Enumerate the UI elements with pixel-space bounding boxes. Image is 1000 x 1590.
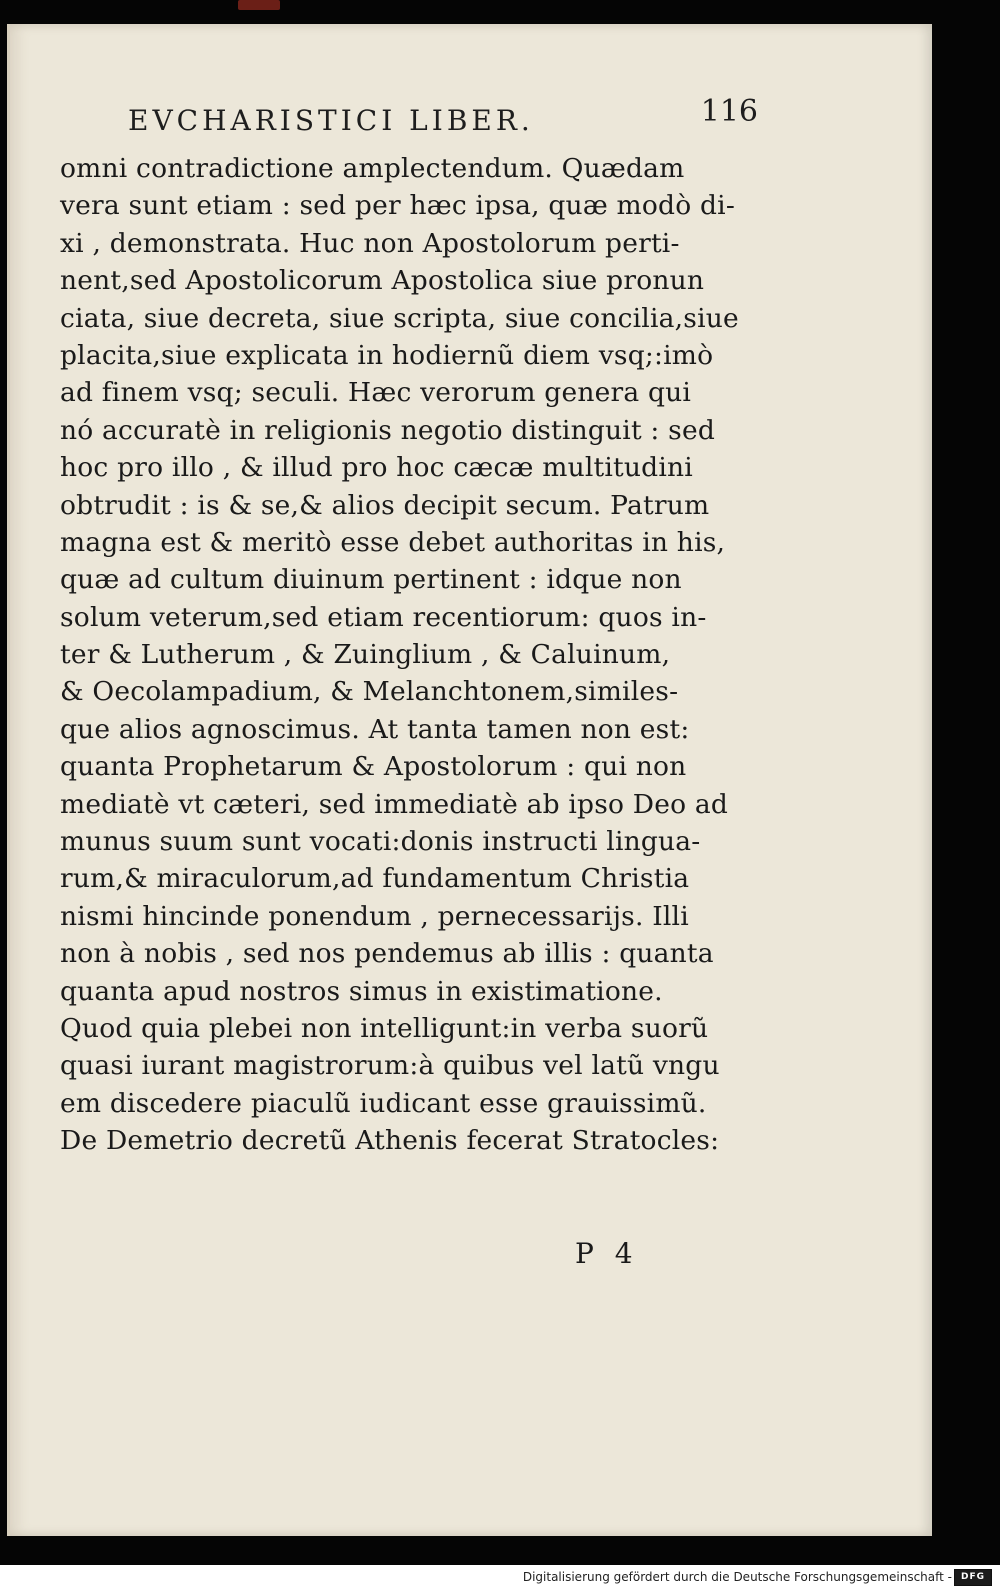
running-title: EVCHARISTICI LIBER. — [128, 104, 534, 137]
text-line: Quod quia plebei non intelligunt:in verba suorũ — [60, 1012, 709, 1044]
text-line: omni contradictione amplectendum. Quædam — [60, 153, 685, 184]
text-line: ter & Lutherum , & Zuinglium , & Caluinum, — [60, 639, 671, 671]
text-line: nó accuratè in religionis negotio distinguit : sed — [60, 414, 716, 446]
text-line: ad finem vsq; seculi. Hæc verorum genera qui — [60, 377, 692, 409]
folio-number: 116 — [700, 94, 758, 129]
text-line: obtrudit : is & se,& alios decipit secum. Patrum — [60, 489, 710, 521]
text-line: rum,& miraculorum,ad fundamentum Christia — [60, 863, 690, 895]
text-line: mediatè vt cæteri, sed immediatè ab ipso Deo ad — [60, 788, 729, 820]
text-line: vera sunt etiam : sed per hæc ipsa, quæ modò di- — [60, 190, 735, 222]
text-line: ciata, siue decreta, siue scripta, siue concilia,siue — [60, 302, 739, 334]
text-line: hoc pro illo , & illud pro hoc cæcæ multitudini — [60, 452, 693, 484]
text-line: solum veterum,sed etiam recentiorum: quos in- — [60, 601, 707, 633]
text-line: quæ ad cultum diuinum pertinent : idque non — [60, 564, 682, 596]
bookmark-ribbon — [238, 0, 280, 10]
text-line: non à nobis , sed nos pendemus ab illis : quanta — [60, 938, 714, 970]
text-line: xi , demonstrata. Huc non Apostolorum perti- — [60, 227, 680, 259]
text-line: & Oecolampadium, & Melanchtonem,similes- — [60, 676, 679, 708]
text-line: quanta apud nostros simus in existimatione. — [60, 975, 663, 1007]
page-header — [128, 94, 758, 140]
text-line: munus suum sunt vocati:donis instructi lingua- — [60, 826, 701, 858]
text-line: placita,siue explicata in hodiernũ diem vsq;:imò — [60, 339, 714, 371]
signature-mark: P 4 — [575, 1237, 639, 1270]
text-line: nismi hincinde ponendum , pernecessarijs. Illi — [60, 900, 689, 932]
dfg-logo: DFG — [954, 1569, 992, 1586]
text-line: em discedere piaculũ iudicant esse grauissimũ. — [60, 1087, 707, 1119]
footer-bar — [0, 1565, 1000, 1590]
funding-credit: Digitalisierung gefördert durch die Deutsche Forschungsgemeinschaft - — [522, 1570, 952, 1584]
text-line: De Demetrio decretũ Athenis fecerat Stratocles: — [60, 1125, 720, 1157]
body-text — [60, 150, 780, 1160]
text-line: quasi iurant magistrorum:à quibus vel latũ vngu — [60, 1050, 720, 1082]
text-line: magna est & meritò esse debet authoritas in his, — [60, 526, 726, 558]
text-line: nent,sed Apostolicorum Apostolica siue pronun — [60, 265, 705, 297]
text-line: quanta Prophetarum & Apostolorum : qui non — [60, 751, 687, 783]
text-line: que alios agnoscimus. At tanta tamen non est: — [60, 713, 690, 745]
